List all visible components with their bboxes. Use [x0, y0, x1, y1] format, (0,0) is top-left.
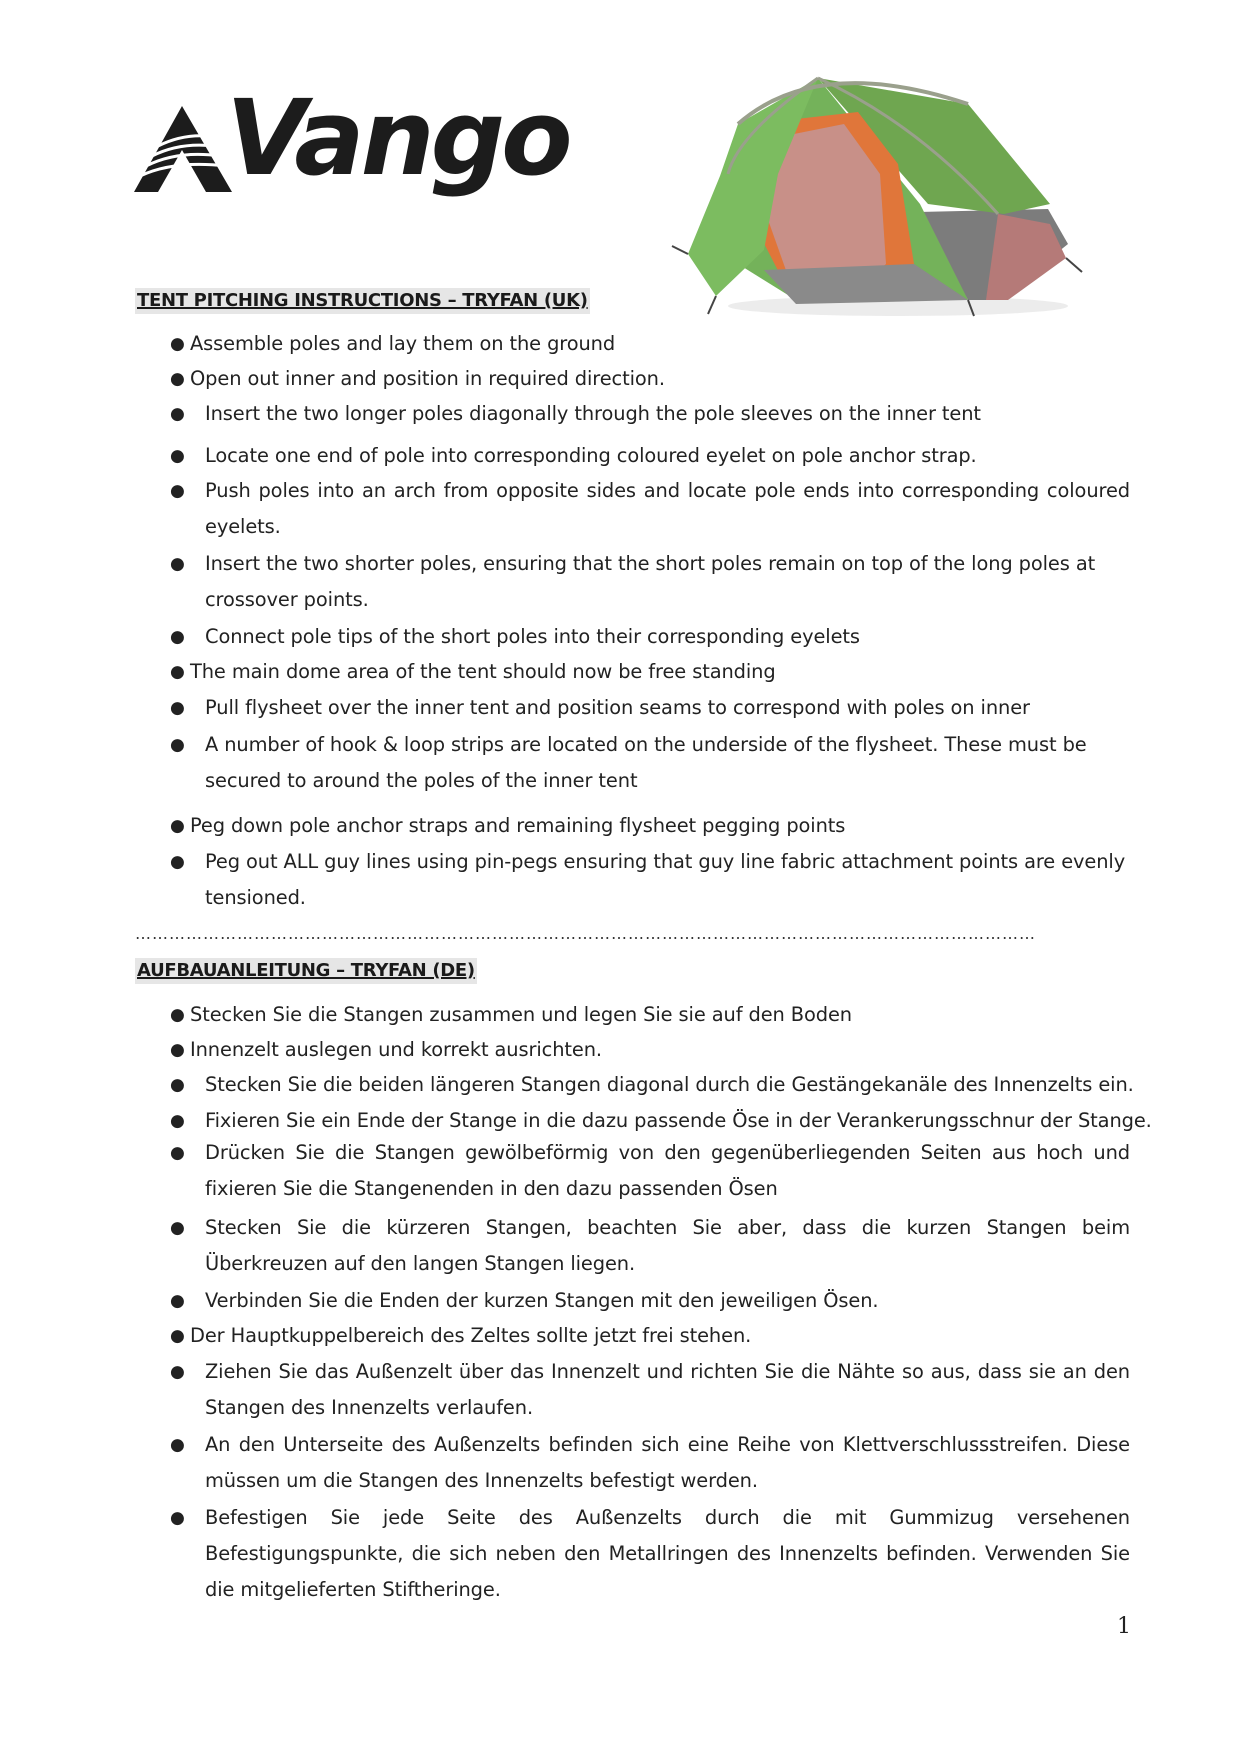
list-item: ● Push poles into an arch from opposite sides and locate pole ends into corresponding coloured eyelets.: [170, 473, 1130, 545]
bullet-icon: ●: [170, 698, 185, 718]
bullet-icon: ●: [170, 1005, 185, 1025]
list-item: ● Ziehen Sie das Außenzelt über das Innenzelt und richten Sie die Nähte so aus, dass sie an den Stangen des Innenzelts verlaufen.: [170, 1354, 1130, 1426]
bullet-icon: ●: [170, 1040, 185, 1060]
de-heading: AUFBAUANLEITUNG – TRYFAN (DE): [135, 958, 477, 984]
bullet-icon: ●: [170, 334, 185, 354]
bullet-icon: ●: [170, 1111, 185, 1131]
bullet-icon: ●: [170, 1143, 185, 1163]
bullet-icon: ●: [170, 1435, 185, 1455]
uk-heading: TENT PITCHING INSTRUCTIONS – TRYFAN (UK): [135, 288, 590, 314]
bullet-icon: ●: [170, 1508, 185, 1528]
list-item: ● An den Unterseite des Außenzelts befinden sich eine Reihe von Klettverschlussstreifen. Diese müssen um die Stangen des Innenzelts befestigt werden.: [170, 1427, 1130, 1499]
list-item: ● Insert the two shorter poles, ensuring that the short poles remain on top of the long poles at crossover points.: [170, 546, 1130, 618]
bullet-icon: ●: [170, 1075, 185, 1095]
list-item: ● Peg out ALL guy lines using pin-pegs ensuring that guy line fabric attachment points are evenly tensioned.: [170, 844, 1130, 916]
bullet-icon: ●: [170, 1291, 185, 1311]
page-number: 1: [1117, 1614, 1131, 1639]
bullet-icon: ●: [170, 554, 185, 574]
bullet-icon: ●: [170, 369, 185, 389]
vango-logo: [134, 77, 569, 210]
bullet-icon: ●: [170, 481, 185, 501]
list-item: ● Stecken Sie die kürzeren Stangen, beachten Sie aber, dass die kurzen Stangen beim Überkreuzen auf den langen Stangen liegen.: [170, 1210, 1130, 1282]
logo-mark-icon: [134, 106, 234, 196]
bullet-icon: ●: [170, 404, 185, 424]
list-item: ● Befestigen Sie jede Seite des Außenzelts durch die mit Gummizug versehenen Befestigungspunkte, die sich neben den Metallringen des Innenzelts befinden. Verwenden Sie die mitgelieferten Stiftheringe.: [170, 1500, 1130, 1608]
bullet-icon: ●: [170, 446, 185, 466]
section-divider: ……………………………………………………………………………………………………………………………………………: [135, 924, 1036, 943]
bullet-icon: ●: [170, 1362, 185, 1382]
list-item: ● Drücken Sie die Stangen gewölbeförmig von den gegenüberliegenden Seiten aus hoch und fixieren Sie die Stangenenden in den dazu passenden Ösen: [170, 1135, 1130, 1207]
list-item: ● A number of hook & loop strips are located on the underside of the flysheet. These must be secured to around the poles of the inner tent: [170, 727, 1130, 799]
bullet-icon: ●: [170, 735, 185, 755]
bullet-icon: ●: [170, 852, 185, 872]
bullet-icon: ●: [170, 662, 185, 682]
bullet-icon: ●: [170, 1218, 185, 1238]
logo-text: Vango: [226, 77, 569, 199]
bullet-icon: ●: [170, 1326, 185, 1346]
tent-image: [668, 64, 1088, 326]
bullet-icon: ●: [170, 816, 185, 836]
document-page: Vango TENT PITCHING INSTRUCTIONS – TRYFAN (UK) ● Assemble poles and lay them on the ground ● Open out inner and position in required direction. ● Insert the two longer poles diagonally through the pole sleeves on the inner tent ● Locate one end of pole into corresponding coloured eyelet on pole anchor strap. ● Push poles into an arch from opposite sides and locate pole ends into corresponding coloured eyelets. ● Insert the two shorter poles, ensuring that the short poles remain on top of the long poles at crossover points. ● Connect pole tips of the short poles into their corresponding eyelets ● The main dome area of the tent should now be free standing ● Pull flysheet over the inner tent and position seams to correspond with poles on inner ● A number of hook & loop strips are located on the underside of the flysheet. These must be secured to around the poles of the inner tent ● Peg down pole anchor straps and remaining flysheet pegging points ● Peg out ALL guy lines using pin-pegs ensuring that guy line fabric attachment points are evenly tensioned. …………………………………………………………………………………………………………………………………………… AUFBAUANLEITUNG – TRYFAN (DE) ● Stecken Sie die Stangen zusammen und legen Sie sie auf den Boden ● Innenzelt auslegen und korrekt ausrichten. ● Stecken Sie die beiden längeren Stangen diagonal durch die Gestängekanäle des Innenzelts ein. ● Fixieren Sie ein Ende der Stange in die dazu passende Öse in der Verankerungsschnur der Stange. ● Drücken Sie die Stangen gewölbeförmig von den gegenüberliegenden Seiten aus hoch und fixieren Sie die Stangenenden in den dazu passenden Ösen ● Stecken Sie die kürzeren Stangen, beachten Sie aber, dass die kurzen Stangen beim Überkreuzen auf den langen Stangen liegen. ● Verbinden Sie die Enden der kurzen Stangen mit den jeweiligen Ösen. ● Der Hauptkuppelbereich des Zeltes sollte jetzt frei stehen. ● Ziehen Sie das Außenzelt über das Innenzelt und richten Sie die Nähte so aus, dass sie an den Stangen des Innenzelts verlaufen. ● An den Unterseite des Außenzelts befinden sich eine Reihe von Klettverschlussstreifen. Diese müssen um die Stangen des Innenzelts befestigt werden. ● Befestigen Sie jede Seite des Außenzelts durch die mit Gummizug versehenen Befestigungspunkte, die sich neben den Metallringen des Innenzelts befinden. Verwenden Sie die mitgelieferten Stiftheringe. 1: [0, 0, 1241, 1754]
bullet-icon: ●: [170, 627, 185, 647]
